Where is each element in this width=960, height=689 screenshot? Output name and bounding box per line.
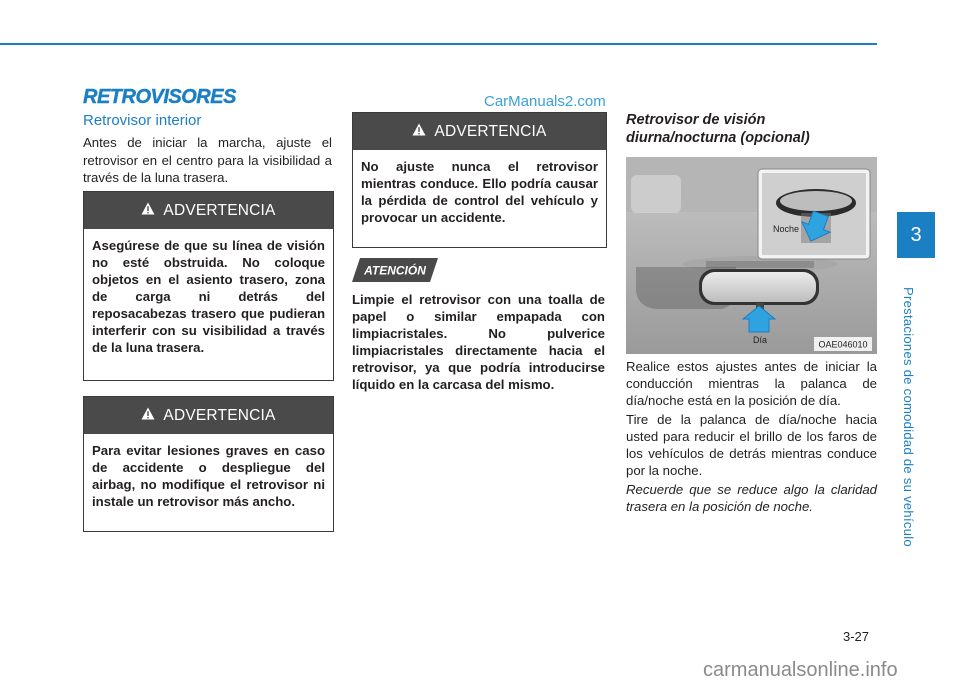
- section-title: RETROVISORES: [83, 86, 236, 108]
- chapter-tab[interactable]: 3: [897, 212, 935, 258]
- warning-label: ADVERTENCIA: [163, 201, 276, 219]
- watermark-top[interactable]: CarManuals2.com: [484, 93, 606, 110]
- label-night: Noche: [773, 224, 800, 234]
- warning-label: ADVERTENCIA: [163, 406, 276, 424]
- intro-paragraph: Antes de iniciar la marcha, ajuste el retrovisor en el centro para la visibilidad a través de la luna trasera.: [83, 135, 332, 185]
- warning-triangle-icon: [141, 202, 155, 220]
- caution-tag: [352, 258, 438, 282]
- chapter-title-vertical: Prestaciones de comodidad de su vehículo: [901, 287, 916, 547]
- subsection-title: Retrovisor interior: [83, 112, 202, 129]
- header-rule: [0, 43, 877, 45]
- mirror-photo: [626, 157, 877, 354]
- warning-box-visibility: [83, 191, 334, 381]
- warning-text: Asegúrese de que su línea de visión no esté obstruida. No coloque objetos en el asiento trasero, zona de carga ni detrás del reposacabezas trasero que pudieran interferir con su visibilidad a través de la luna trasera.: [92, 238, 325, 355]
- caution-label: ATENCIÓN: [364, 263, 426, 278]
- watermark-bottom[interactable]: carmanualsonline.info: [703, 659, 898, 681]
- warning-label: ADVERTENCIA: [434, 122, 547, 140]
- page-number: 3-27: [843, 629, 870, 644]
- label-day: Día: [753, 335, 768, 345]
- paragraph-daynight-3: Recuerde que se reduce algo la claridad trasera en la posición de noche.: [626, 482, 877, 514]
- warning-triangle-icon: [412, 123, 426, 141]
- paragraph-daynight-1: Realice estos ajustes antes de iniciar la conducción mientras la palanca de día/noche está en la posición de día.: [626, 359, 877, 408]
- warning-header: [84, 192, 333, 229]
- paragraph-daynight-2: Tire de la palanca de día/noche hacia usted para reducir el brillo de los faros de los vehículos de detrás mientras conduce por la noche.: [626, 412, 877, 478]
- warning-text: No ajuste nunca el retrovisor mientras conduce. Ello podría causar la pérdida de control del vehículo y provocar un accidente.: [361, 159, 598, 225]
- caution-text: Limpie el retrovisor con una toalla de papel o similar empapada con limpiacristales. No pulverice limpiacristales directamente hacia el retrovisor, ya que podría introducirse líquido en la carcasa del mismo.: [352, 292, 605, 392]
- figure-code: OAE046010: [818, 339, 868, 350]
- warning-box-airbag: [83, 396, 334, 532]
- subsection-title-daynight: Retrovisor de visión diurna/nocturna (opcional): [626, 112, 810, 146]
- warning-header: [84, 397, 333, 434]
- warning-header: [353, 113, 606, 150]
- warning-triangle-icon: [141, 407, 155, 425]
- warning-box-driving: [352, 112, 607, 248]
- warning-text: Para evitar lesiones graves en caso de accidente o despliegue del airbag, no modifique el retrovisor ni instale un retrovisor más ancho.: [92, 443, 325, 509]
